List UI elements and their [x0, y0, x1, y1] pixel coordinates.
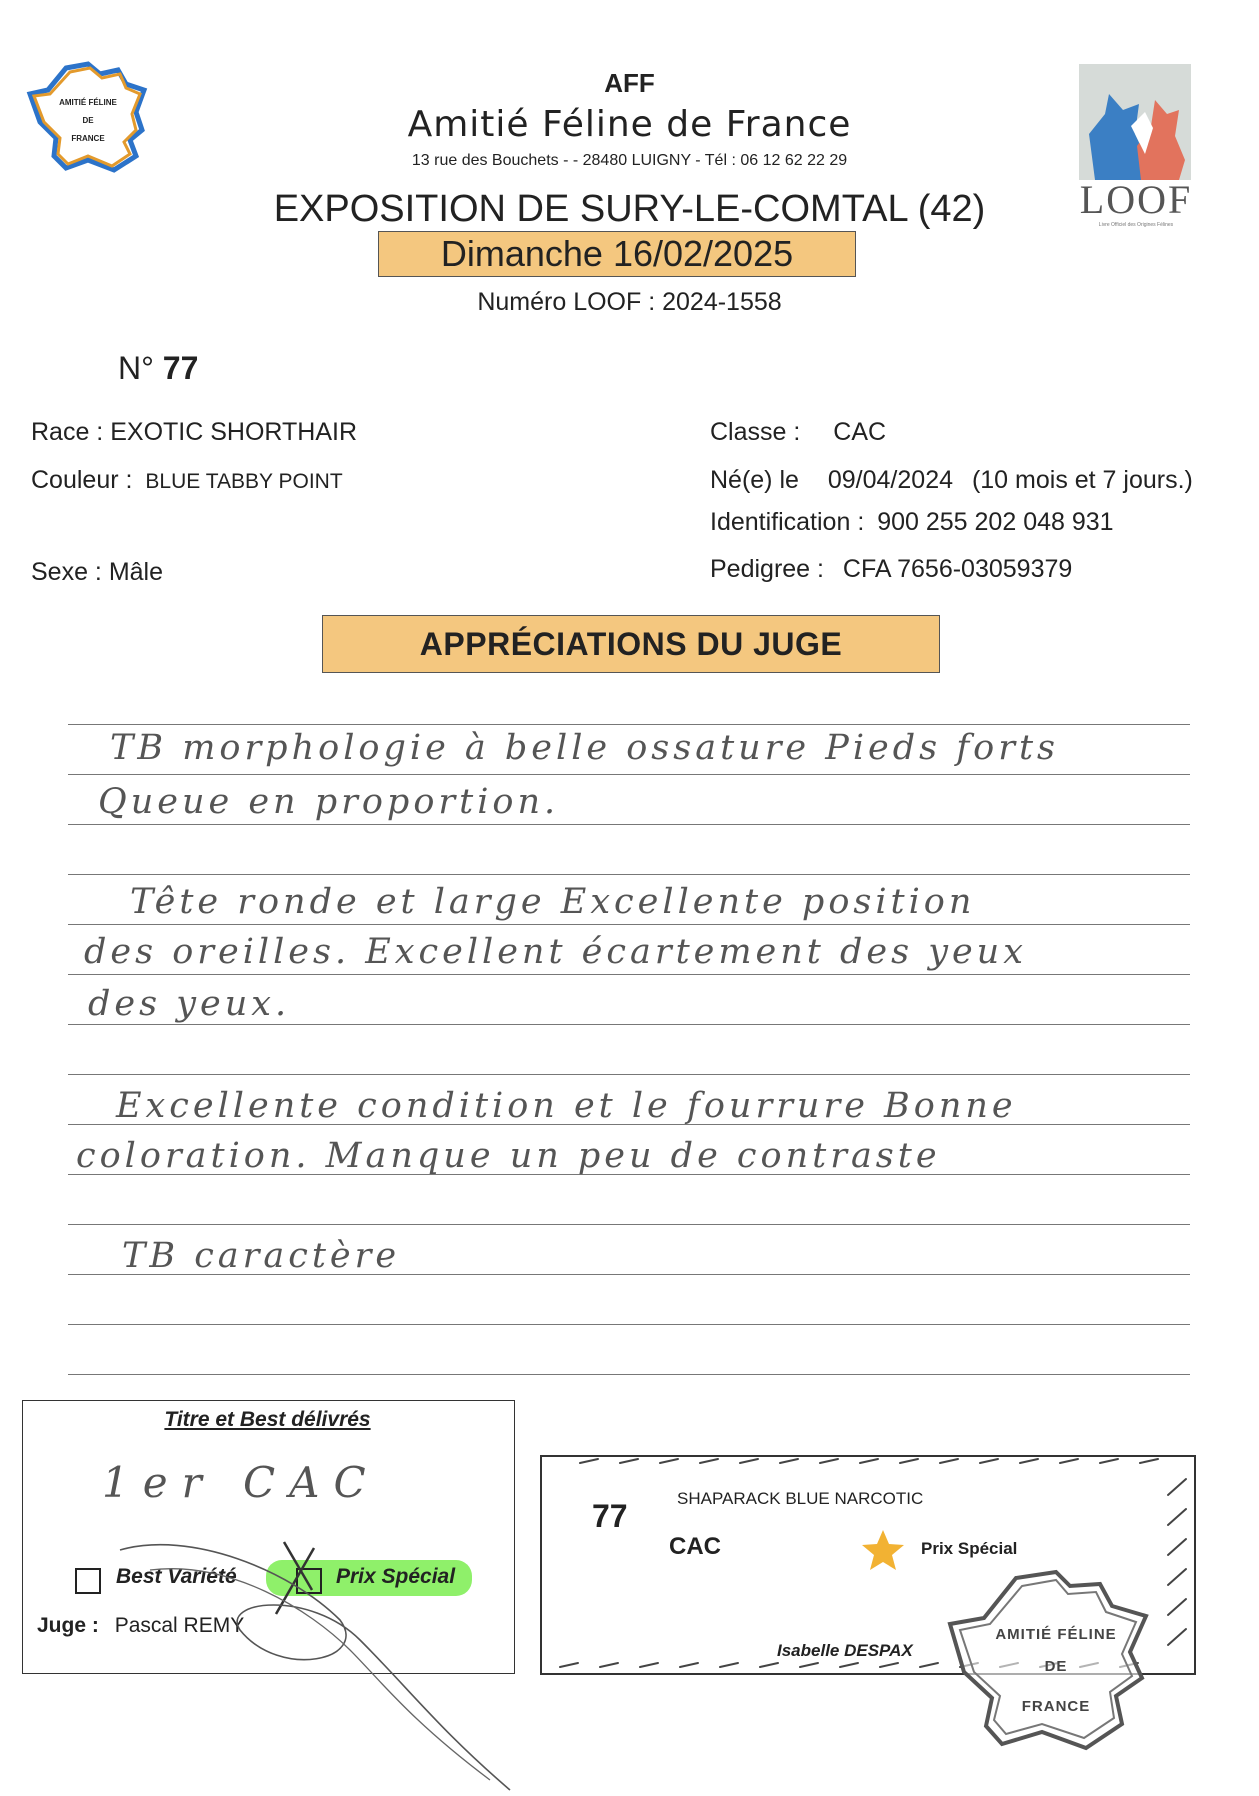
loof-number-label: Numéro LOOF :: [477, 288, 656, 316]
best-variete-checkbox[interactable]: [75, 1568, 101, 1594]
titre-handwritten: 1er CAC: [102, 1458, 380, 1507]
stamp-line3: FRANCE: [1021, 1698, 1091, 1715]
aff-stamp: [946, 1568, 1166, 1756]
handwritten-line-8: TB caractère: [122, 1236, 401, 1276]
handwritten-line-7: coloration. Manque un peu de contraste: [76, 1136, 941, 1176]
sexe-field: [31, 558, 163, 587]
couleur-field: [31, 466, 343, 495]
award-number: 77: [592, 1498, 628, 1534]
cat-number-label: N°: [118, 350, 154, 386]
handwritten-line-6: Excellente condition et le fourrure Bonne: [116, 1086, 1017, 1126]
cat-number: [118, 350, 198, 387]
sexe-value: Mâle: [108, 558, 164, 586]
org-acronym: AFF: [604, 68, 655, 98]
classe-value: CAC: [833, 418, 887, 446]
award-title: CAC: [669, 1533, 721, 1560]
loof-number-value: 2024-1558: [662, 288, 782, 316]
handwritten-line-3: Tête ronde et large Excellente position: [130, 882, 976, 922]
handwritten-line-4: des oreilles. Excellent écartement des yeux: [84, 932, 1027, 972]
exposition-title: EXPOSITION DE SURY-LE-COMTAL (42): [273, 188, 986, 230]
loof-logo-text: LOOF: [1079, 177, 1193, 222]
birth-date: 09/04/2024: [827, 466, 953, 494]
sexe-label: Sexe :: [31, 558, 102, 586]
identification-field: [710, 508, 1114, 537]
stamp-line2: DE: [1044, 1658, 1068, 1675]
birth-field: [710, 466, 1193, 495]
pedigree-value: CFA 7656-03059379: [842, 555, 1073, 583]
juge-name: Pascal REMY: [114, 1614, 245, 1637]
cat-number-value: 77: [162, 350, 199, 386]
org-address: 13 rue des Bouchets - - 28480 LUIGNY - Tél : 06 12 62 22 29: [411, 152, 848, 169]
couleur-label: Couleur :: [31, 466, 133, 494]
award-prize: Prix Spécial: [921, 1539, 1018, 1558]
titre-header: Titre et Best délivrés: [164, 1408, 371, 1431]
pedigree-label: Pedigree :: [710, 555, 824, 583]
loof-number: [0, 288, 1259, 317]
appreciations-title: APPRÉCIATIONS DU JUGE: [322, 615, 940, 673]
exposition-date: Dimanche 16/02/2025: [378, 231, 856, 277]
aff-logo-line3: FRANCE: [71, 134, 105, 143]
aff-logo-line2: DE: [82, 116, 94, 125]
award-signer: Isabelle DESPAX: [777, 1641, 913, 1660]
prix-special-label: Prix Spécial: [336, 1565, 456, 1588]
aff-logo-line1: AMITIÉ FÉLINE: [59, 98, 117, 107]
couleur-value: BLUE TABBY POINT: [145, 470, 343, 493]
classe-label: Classe :: [710, 418, 801, 446]
handwritten-line-1: TB morphologie à belle ossature Pieds forts: [110, 728, 1060, 768]
identification-value: 900 255 202 048 931: [877, 508, 1114, 536]
birth-label: Né(e) le: [710, 466, 799, 494]
star-icon: [860, 1528, 906, 1572]
best-variete-label: Best Variété: [116, 1565, 237, 1588]
race-field: [31, 418, 357, 447]
race-value: EXOTIC SHORTHAIR: [110, 418, 358, 446]
pedigree-field: [710, 555, 1072, 584]
handwritten-line-2: Queue en proportion.: [98, 782, 560, 822]
org-name: Amitié Féline de France: [407, 104, 852, 145]
identification-label: Identification :: [710, 508, 865, 536]
juge-label: Juge :: [37, 1614, 99, 1637]
race-label: Race :: [31, 418, 104, 446]
judge-signature: [110, 1530, 520, 1796]
award-cat-name: SHAPARACK BLUE NARCOTIC: [677, 1489, 924, 1508]
handwritten-line-5: des yeux.: [88, 984, 291, 1024]
stamp-line1: AMITIÉ FÉLINE: [995, 1626, 1117, 1643]
classe-field: [710, 418, 886, 447]
loof-logo-subtext: Livre Officiel des Origines Félines: [1098, 222, 1174, 228]
birth-age: (10 mois et 7 jours.): [971, 466, 1193, 494]
